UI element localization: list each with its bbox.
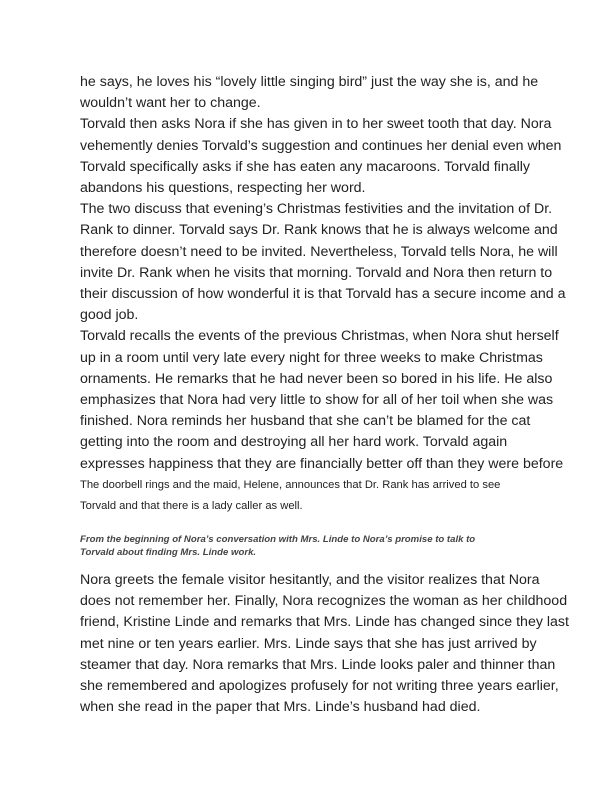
paragraph-line: finished. Nora reminds her husband that she can’t be blamed for the cat [80, 413, 531, 430]
paragraph-line: does not remember her. Finally, Nora recognizes the woman as her childhood [80, 593, 568, 610]
paragraph-line: friend, Kristine Linde and remarks that Mrs. Linde has changed since they last [80, 614, 569, 631]
paragraph-line: good job. [80, 307, 139, 324]
paragraph-line: expresses happiness that they are financially better off than they were before [80, 455, 564, 472]
paragraph-line: Torvald recalls the events of the previous Christmas, when Nora shut herself [80, 328, 559, 345]
paragraph-line: Nora greets the female visitor hesitantly, and the visitor realizes that Nora [80, 572, 540, 588]
paragraph-line: wouldn’t want her to change. [80, 95, 261, 112]
paragraph-line: The doorbell rings and the maid, Helene, announces that Dr. Rank has arrived to see [80, 478, 501, 491]
section-heading-line: From the beginning of Nora’s conversation with Mrs. Linde to Nora’s promise to talk to [80, 534, 476, 545]
paragraph-line: vehemently denies Torvald’s suggestion and continues her denial even when [80, 137, 562, 154]
paragraph-line: ornaments. He remarks that he had never been so bored in his life. He also [80, 370, 553, 387]
paragraph-line: The two discuss that evening’s Christmas festivities and the invitation of Dr. [80, 201, 553, 218]
paragraph-line: emphasizes that Nora had very little to show for all of her toil when she was [80, 392, 554, 408]
paragraph-line: when she read in the paper that Mrs. Linde’s husband had died. [80, 699, 481, 716]
paragraph-line: getting into the room and destroying all her hard work. Torvald again [80, 434, 508, 451]
paragraph-line: she remembered and apologizes profusely for not writing three years earlier, [80, 678, 559, 694]
paragraph-line: Rank to dinner. Torvald says Dr. Rank knows that he is always welcome and [80, 222, 558, 239]
paragraph-line: up in a room until very late every night for three weeks to make Christmas [80, 349, 543, 366]
paragraph-line: Torvald and that there is a lady caller as well. [80, 500, 303, 512]
paragraph-line: Torvald specifically asks if she has eaten any macaroons. Torvald finally [80, 158, 531, 175]
paragraph-line: their discussion of how wonderful it is that Torvald has a secure income and a [80, 286, 566, 302]
paragraph-line: therefore doesn’t need to be invited. Nevertheless, Torvald tells Nora, he will [80, 243, 558, 260]
paragraph-line: Torvald then asks Nora if she has given in to her sweet tooth that day. Nora [80, 116, 552, 133]
paragraph-line: invite Dr. Rank when he visits that morning. Torvald and Nora then return to [80, 264, 553, 281]
section-heading-line: Torvald about finding Mrs. Linde work. [80, 546, 257, 558]
paragraph-line: abandons his questions, respecting her word. [80, 180, 366, 196]
paragraph-line: he says, he loves his “lovely little singing bird” just the way she is, and he [80, 74, 539, 90]
paragraph-line: steamer that day. Nora remarks that Mrs. Linde looks paler and thinner than [80, 656, 556, 673]
paragraph-line: met nine or ten years earlier. Mrs. Linde says that she has just arrived by [80, 635, 537, 652]
